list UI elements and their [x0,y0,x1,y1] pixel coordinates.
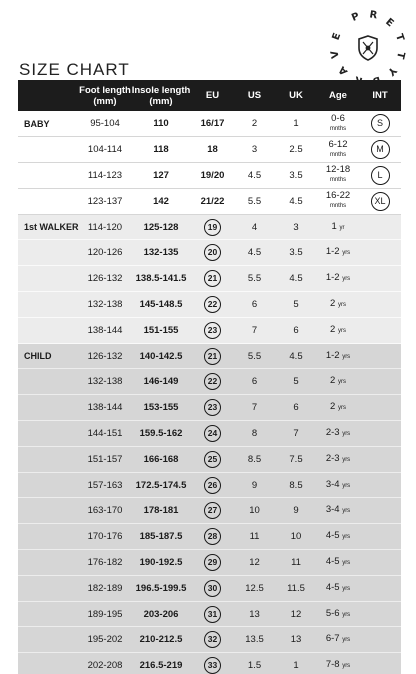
insole-length-cell: 153-155 [131,395,191,421]
age-value: 2 [330,323,336,335]
table-row [18,317,401,343]
group-label [18,369,79,395]
age-unit: yrs [342,663,351,670]
us-size-cell: 4.5 [234,240,275,266]
int-size-cell [359,601,401,627]
us-size-cell: 12 [234,550,275,576]
foot-length-cell: 104-114 [79,137,131,163]
age-unit: mnths [329,151,347,158]
eu-size-cell [191,343,234,369]
group-label [18,498,79,524]
int-size-cell [359,395,401,421]
table-row [18,627,401,653]
age-value: 6-12 [328,138,348,150]
int-size-cell [359,292,401,318]
group-label: CHILD [18,343,79,369]
eu-size-badge: 19 [204,219,221,236]
eu-size-cell [191,472,234,498]
age-unit: yrs [342,559,351,566]
age-value: 0-6 [331,112,345,124]
table-row [18,163,401,189]
age-cell [317,137,359,163]
int-size-cell [359,550,401,576]
eu-size-badge: 21 [204,270,221,287]
int-size-cell [359,653,401,674]
group-label [18,653,79,674]
int-size-badge: S [371,114,390,133]
age-unit: mnths [329,125,347,132]
eu-size-cell [191,627,234,653]
eu-size-badge: 33 [204,657,221,674]
foot-length-cell: 195-202 [79,627,131,653]
us-size-cell: 10 [234,498,275,524]
int-size-badge: L [371,166,390,185]
group-label [18,627,79,653]
column-header: Foot length (mm) [79,80,131,111]
shield-icon [359,36,377,60]
table-row [18,550,401,576]
age-cell [317,343,359,369]
group-label [18,550,79,576]
age-value: 2 [330,375,336,387]
group-label [18,601,79,627]
age-cell [317,266,359,292]
table-row [18,653,401,674]
eu-size-cell [191,653,234,674]
age-cell [317,214,359,240]
uk-size-cell: 8.5 [275,472,317,498]
eu-size-badge: 32 [204,631,221,648]
logo-letter: V [329,49,342,60]
int-size-cell [359,498,401,524]
int-size-cell [359,343,401,369]
age-unit: yrs [337,379,346,386]
us-size-cell: 9 [234,472,275,498]
us-size-cell: 1.5 [234,653,275,674]
age-cell [317,317,359,343]
age-unit: mnths [329,203,347,210]
foot-length-cell: 202-208 [79,653,131,674]
eu-size-cell [191,292,234,318]
group-label [18,446,79,472]
int-size-cell [359,524,401,550]
eu-size-cell: 16/17 [191,111,234,137]
age-value: 3-4 [325,478,340,490]
age-value: 2-3 [325,426,340,438]
group-label [18,292,79,318]
column-header: Insole length (mm) [131,80,191,111]
age-cell [317,240,359,266]
age-unit: yrs [337,301,346,308]
eu-size-badge: 20 [204,244,221,261]
age-value: 1 [331,220,337,232]
age-unit: yrs [342,430,351,437]
us-size-cell: 6 [234,369,275,395]
foot-length-cell: 114-123 [79,163,131,189]
eu-size-badge: 24 [204,425,221,442]
uk-size-cell: 2.5 [275,137,317,163]
age-cell [317,163,359,189]
insole-length-cell: 125-128 [131,214,191,240]
insole-length-cell: 196.5-199.5 [131,575,191,601]
group-label [18,266,79,292]
age-unit: yrs [342,508,351,515]
eu-size-cell [191,550,234,576]
age-cell [317,575,359,601]
us-size-cell: 7 [234,395,275,421]
uk-size-cell: 6 [275,317,317,343]
age-unit: yrs [337,327,346,334]
table-row [18,421,401,447]
page-title: SIZE CHART [19,60,130,79]
table-row [18,369,401,395]
uk-size-cell: 4.5 [275,266,317,292]
us-size-cell: 8.5 [234,446,275,472]
age-cell [317,627,359,653]
table-row [18,266,401,292]
insole-length-cell: 142 [131,188,191,214]
age-cell [317,188,359,214]
foot-length-cell: 151-157 [79,446,131,472]
foot-length-cell: 114-120 [79,214,131,240]
foot-length-cell: 189-195 [79,601,131,627]
us-size-cell: 5.5 [234,343,275,369]
age-unit: yrs [342,353,351,360]
uk-size-cell: 12 [275,601,317,627]
insole-length-cell: 203-206 [131,601,191,627]
group-label [18,163,79,189]
foot-length-cell: 123-137 [79,188,131,214]
logo-letter: T [393,32,406,43]
eu-size-cell: 19/20 [191,163,234,189]
uk-size-cell: 5 [275,369,317,395]
eu-size-cell [191,575,234,601]
age-cell [317,395,359,421]
int-size-cell [359,111,401,137]
foot-length-cell: 95-104 [79,111,131,137]
logo-letter: P [350,10,362,24]
insole-length-cell: 146-149 [131,369,191,395]
eu-size-cell: 18 [191,137,234,163]
column-header: Age [317,80,359,111]
eu-size-badge: 22 [204,296,221,313]
int-size-cell [359,369,401,395]
group-label [18,137,79,163]
foot-length-cell: 144-151 [79,421,131,447]
uk-size-cell: 6 [275,395,317,421]
age-cell [317,653,359,674]
foot-length-cell: 120-126 [79,240,131,266]
age-unit: yrs [342,276,351,283]
brand-logo [326,6,410,90]
age-value: 1-2 [325,272,340,284]
logo-letter: E [330,31,344,42]
age-unit: yrs [342,534,351,541]
insole-length-cell: 172.5-174.5 [131,472,191,498]
age-value: 1-2 [325,246,340,258]
uk-size-cell: 4.5 [275,343,317,369]
int-size-cell [359,214,401,240]
uk-size-cell: 7.5 [275,446,317,472]
logo-letter: T [394,50,407,60]
insole-length-cell: 185-187.5 [131,524,191,550]
age-value: 1-2 [325,349,340,361]
group-label [18,317,79,343]
uk-size-cell: 3 [275,214,317,240]
int-size-cell [359,188,401,214]
eu-size-cell [191,524,234,550]
insole-length-cell: 151-155 [131,317,191,343]
group-label [18,240,79,266]
table-row [18,111,401,137]
age-value: 7-8 [325,659,340,671]
foot-length-cell: 182-189 [79,575,131,601]
foot-length-cell: 132-138 [79,292,131,318]
table-row [18,601,401,627]
foot-length-cell: 132-138 [79,369,131,395]
age-value: 2 [330,401,336,413]
age-cell [317,550,359,576]
group-label [18,395,79,421]
table-row [18,137,401,163]
group-label [18,472,79,498]
insole-length-cell: 110 [131,111,191,137]
age-value: 16-22 [325,190,351,202]
eu-size-cell [191,498,234,524]
insole-length-cell: 190-192.5 [131,550,191,576]
insole-length-cell: 178-181 [131,498,191,524]
insole-length-cell: 118 [131,137,191,163]
eu-size-badge: 22 [204,373,221,390]
age-unit: yrs [342,250,351,257]
insole-length-cell: 216.5-219 [131,653,191,674]
uk-size-cell: 7 [275,421,317,447]
age-unit: yrs [342,637,351,644]
eu-size-cell [191,421,234,447]
us-size-cell: 2 [234,111,275,137]
group-label: 1st WALKER [18,214,79,240]
column-header [18,80,79,111]
table-row [18,472,401,498]
us-size-cell: 4.5 [234,163,275,189]
foot-length-cell: 138-144 [79,317,131,343]
int-size-cell [359,163,401,189]
eu-size-badge: 21 [204,348,221,365]
age-value: 2-3 [325,452,340,464]
int-size-cell [359,627,401,653]
foot-length-cell: 126-132 [79,266,131,292]
int-size-badge: M [371,140,390,159]
us-size-cell: 3 [234,137,275,163]
insole-length-cell: 127 [131,163,191,189]
table-row [18,240,401,266]
eu-size-badge: 23 [204,399,221,416]
foot-length-cell: 163-170 [79,498,131,524]
eu-size-badge: 31 [204,606,221,623]
eu-size-badge: 25 [204,451,221,468]
age-unit: yrs [337,405,346,412]
column-header: US [234,80,275,111]
eu-size-cell [191,240,234,266]
age-value: 12-18 [325,164,351,176]
logo-letter: A [336,63,351,77]
uk-size-cell: 9 [275,498,317,524]
insole-length-cell: 210-212.5 [131,627,191,653]
age-unit: yrs [342,482,351,489]
us-size-cell: 4 [234,214,275,240]
us-size-cell: 5.5 [234,266,275,292]
insole-length-cell: 159.5-162 [131,421,191,447]
age-unit: mnths [329,177,347,184]
uk-size-cell: 1 [275,653,317,674]
age-cell [317,498,359,524]
age-unit: yr [339,224,345,231]
eu-size-cell: 21/22 [191,188,234,214]
eu-size-badge: 30 [204,580,221,597]
int-size-badge: XL [371,192,390,211]
age-cell [317,111,359,137]
logo-letter: Y [385,64,399,78]
us-size-cell: 11 [234,524,275,550]
age-cell [317,292,359,318]
age-value: 4-5 [325,581,340,593]
eu-size-cell [191,317,234,343]
table-row [18,575,401,601]
table-row [18,292,401,318]
table-row [18,214,401,240]
age-value: 2 [330,297,336,309]
group-label [18,524,79,550]
age-cell [317,524,359,550]
foot-length-cell: 138-144 [79,395,131,421]
table-row [18,498,401,524]
logo-letter: R [368,9,378,22]
int-size-cell [359,266,401,292]
eu-size-cell [191,266,234,292]
eu-size-badge: 28 [204,528,221,545]
uk-size-cell: 1 [275,111,317,137]
age-unit: yrs [342,456,351,463]
age-cell [317,421,359,447]
column-header: EU [191,80,234,111]
uk-size-cell: 3.5 [275,240,317,266]
age-cell [317,601,359,627]
group-label: BABY [18,111,79,137]
eu-size-badge: 29 [204,554,221,571]
insole-length-cell: 145-148.5 [131,292,191,318]
uk-size-cell: 5 [275,292,317,318]
int-size-cell [359,240,401,266]
eu-size-badge: 26 [204,477,221,494]
foot-length-cell: 157-163 [79,472,131,498]
logo-letter: E [383,16,396,30]
table-row [18,395,401,421]
age-value: 6-7 [325,633,340,645]
eu-size-cell [191,601,234,627]
us-size-cell: 12.5 [234,575,275,601]
uk-size-cell: 13 [275,627,317,653]
us-size-cell: 8 [234,421,275,447]
column-header: UK [275,80,317,111]
eu-size-cell [191,369,234,395]
age-value: 5-6 [325,607,340,619]
foot-length-cell: 170-176 [79,524,131,550]
age-cell [317,472,359,498]
us-size-cell: 7 [234,317,275,343]
int-size-cell [359,575,401,601]
eu-size-badge: 27 [204,502,221,519]
age-cell [317,369,359,395]
int-size-cell [359,472,401,498]
us-size-cell: 13.5 [234,627,275,653]
insole-length-cell: 166-168 [131,446,191,472]
size-chart-table [18,80,401,674]
us-size-cell: 13 [234,601,275,627]
age-unit: yrs [342,585,351,592]
age-value: 3-4 [325,504,340,516]
table-row [18,524,401,550]
group-label [18,421,79,447]
foot-length-cell: 176-182 [79,550,131,576]
group-label [18,575,79,601]
age-cell [317,446,359,472]
eu-size-badge: 23 [204,322,221,339]
table-row [18,446,401,472]
column-header: INT [359,80,401,111]
table-header-row [18,80,401,111]
age-unit: yrs [342,611,351,618]
us-size-cell: 6 [234,292,275,318]
eu-size-cell [191,395,234,421]
foot-length-cell: 126-132 [79,343,131,369]
uk-size-cell: 3.5 [275,163,317,189]
insole-length-cell: 140-142.5 [131,343,191,369]
group-label [18,188,79,214]
uk-size-cell: 11.5 [275,575,317,601]
table-row [18,188,401,214]
insole-length-cell: 138.5-141.5 [131,266,191,292]
us-size-cell: 5.5 [234,188,275,214]
int-size-cell [359,446,401,472]
eu-size-cell [191,214,234,240]
age-value: 4-5 [325,555,340,567]
age-value: 4-5 [325,530,340,542]
uk-size-cell: 10 [275,524,317,550]
int-size-cell [359,421,401,447]
uk-size-cell: 4.5 [275,188,317,214]
int-size-cell [359,317,401,343]
eu-size-cell [191,446,234,472]
insole-length-cell: 132-135 [131,240,191,266]
uk-size-cell: 11 [275,550,317,576]
int-size-cell [359,137,401,163]
table-row [18,343,401,369]
